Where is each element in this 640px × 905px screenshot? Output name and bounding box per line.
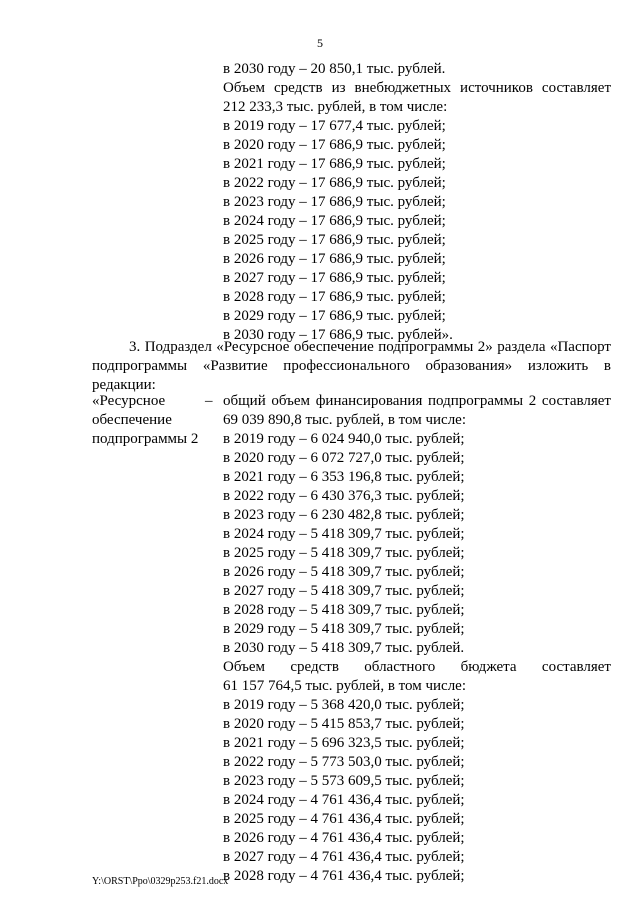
table-label [92,392,198,449]
list-item: в 2027 году – 5 418 309,7 тыс. рублей; [223,583,465,599]
list-item: в 2027 году – 17 686,9 тыс. рублей; [223,270,446,286]
list-item: в 2030 году – 17 686,9 тыс. рублей». [223,327,453,343]
list-item: в 2029 году – 5 418 309,7 тыс. рублей; [223,621,465,637]
table-label-line: подпрограммы 2 [92,431,199,447]
list-item: в 2026 году – 5 418 309,7 тыс. рублей; [223,564,465,580]
list-item: в 2024 году – 17 686,9 тыс. рублей; [223,213,446,229]
list-item: Объем средств областного бюджета составляет [223,659,611,675]
list-item: в 2021 году – 6 353 196,8 тыс. рублей; [223,469,465,485]
list-item: в 2020 году – 6 072 727,0 тыс. рублей; [223,450,465,466]
list-item: в 2028 году – 5 418 309,7 тыс. рублей; [223,602,465,618]
list-item: в 2020 году – 5 415 853,7 тыс. рублей; [223,716,465,732]
list-item: в 2021 году – 17 686,9 тыс. рублей; [223,156,446,172]
list-item: в 2028 году – 17 686,9 тыс. рублей; [223,289,446,305]
list-item: в 2026 году – 4 761 436,4 тыс. рублей; [223,830,465,846]
paragraph-line-2: подпрограммы «Развитие профессионального образования» изложить в редакции: [92,358,611,393]
list-item: в 2030 году – 20 850,1 тыс. рублей. [223,61,446,77]
table-values [223,411,611,886]
table-label-line: обеспечение [92,412,172,428]
table-label-line: «Ресурсное [92,393,166,409]
list-item: в 2024 году – 4 761 436,4 тыс. рублей; [223,792,465,808]
table-dash: – [205,393,213,409]
list-item: в 2027 году – 4 761 436,4 тыс. рублей; [223,849,465,865]
list-item: в 2021 году – 5 696 323,5 тыс. рублей; [223,735,465,751]
list-item: Объем средств из внебюджетных источников составляет [223,80,611,96]
list-item: в 2028 году – 4 761 436,4 тыс. рублей; [223,868,465,884]
list-item: в 2024 году – 5 418 309,7 тыс. рублей; [223,526,465,542]
list-item: в 2022 году – 6 430 376,3 тыс. рублей; [223,488,465,504]
list-item: в 2023 году – 5 573 609,5 тыс. рублей; [223,773,465,789]
footer-file-path: Y:\ORST\Ppo\0329p253.f21.docx [92,876,229,887]
page-number: 5 [317,36,323,50]
list-item: 61 157 764,5 тыс. рублей, в том числе: [223,678,467,694]
list-item: в 2025 году – 4 761 436,4 тыс. рублей; [223,811,465,827]
list-item: в 2019 году – 17 677,4 тыс. рублей; [223,118,446,134]
list-item: в 2030 году – 5 418 309,7 тыс. рублей. [223,640,465,656]
list-item: в 2022 году – 5 773 503,0 тыс. рублей; [223,754,465,770]
list-item: в 2026 году – 17 686,9 тыс. рублей; [223,251,446,267]
list-item: в 2022 году – 17 686,9 тыс. рублей; [223,175,446,191]
list-item: в 2019 году – 6 024 940,0 тыс. рублей; [223,431,465,447]
list-item: в 2020 году – 17 686,9 тыс. рублей; [223,137,446,153]
list-item: в 2019 году – 5 368 420,0 тыс. рублей; [223,697,465,713]
list-item: в 2023 году – 6 230 482,8 тыс. рублей; [223,507,465,523]
table-first-line: общий объем финансирования подпрограммы 2 составляет [223,393,611,409]
list-item: 69 039 890,8 тыс. рублей, в том числе: [223,412,467,428]
list-item: в 2023 году – 17 686,9 тыс. рублей; [223,194,446,210]
list-item: в 2029 году – 17 686,9 тыс. рублей; [223,308,446,324]
list-item: в 2025 году – 5 418 309,7 тыс. рублей; [223,545,465,561]
list-item: 212 233,3 тыс. рублей, в том числе: [223,99,448,115]
paragraph-line-1: 3. Подраздел «Ресурсное обеспечение подпрограммы 2» раздела «Паспорт [129,339,611,355]
top-list [223,60,611,345]
list-item: в 2025 году – 17 686,9 тыс. рублей; [223,232,446,248]
